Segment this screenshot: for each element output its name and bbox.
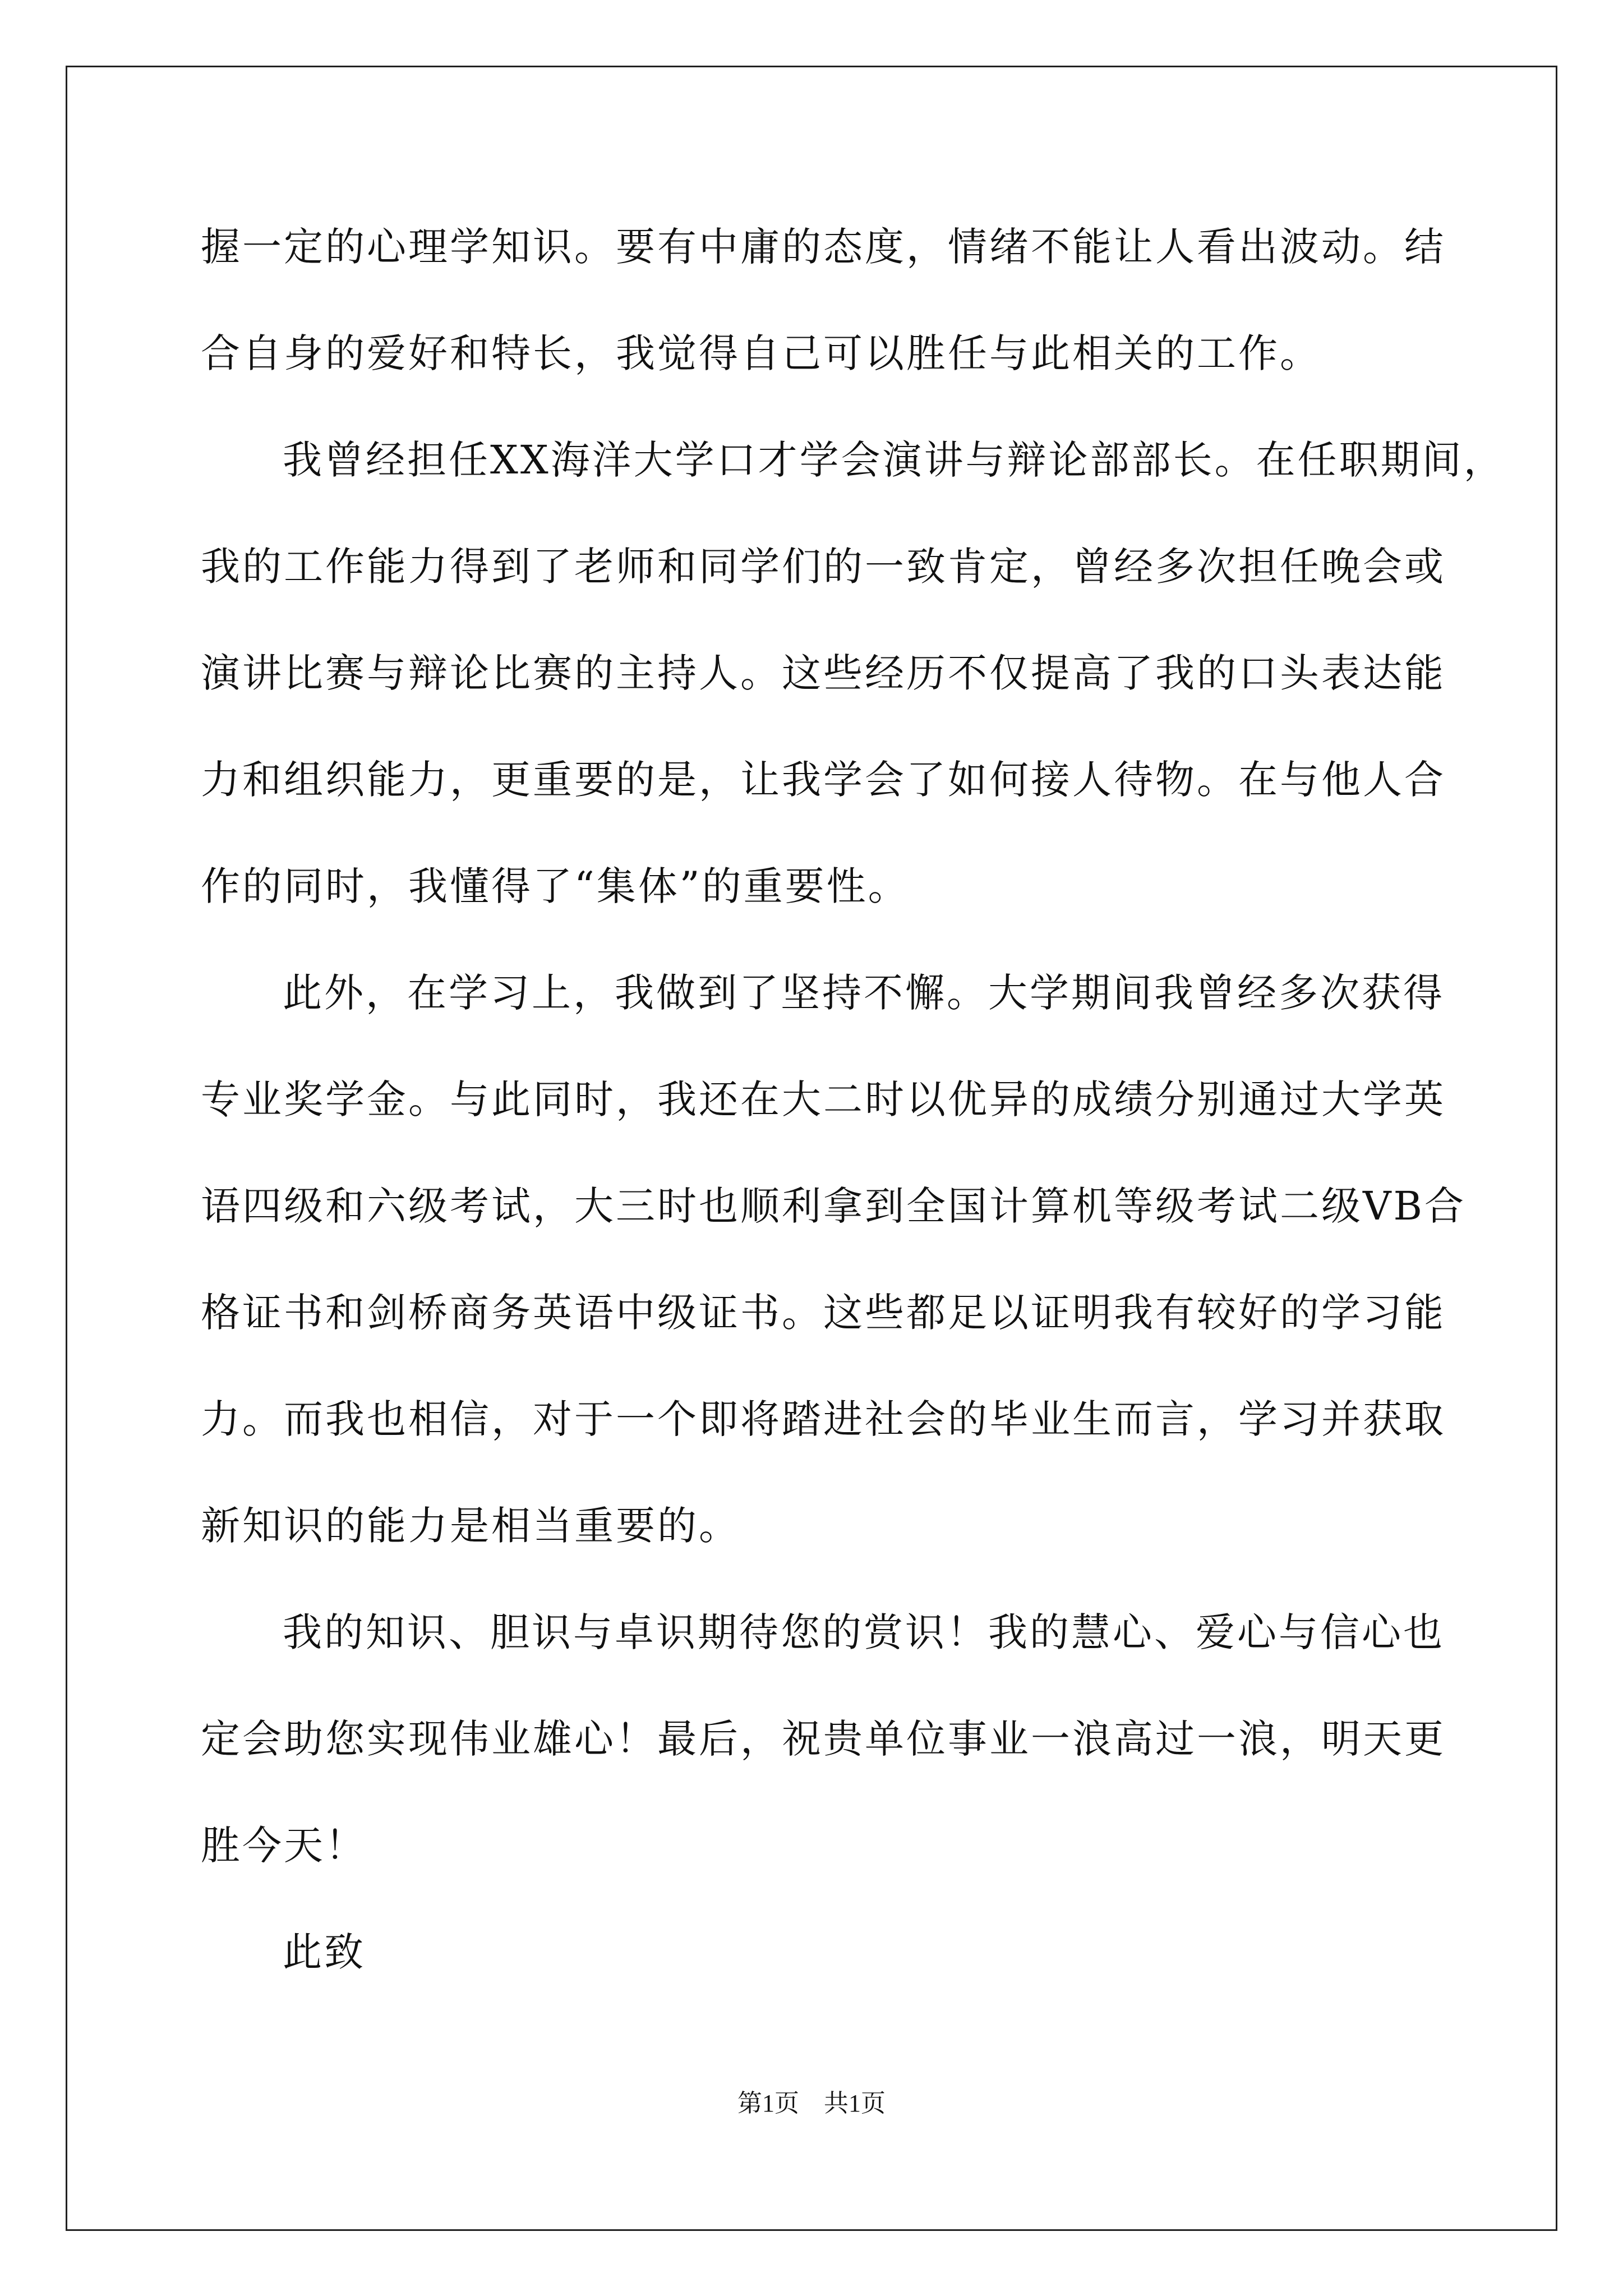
text-line: 新知识的能力是相当重要的。 xyxy=(201,1503,740,1549)
text-line: 定会助您实现伟业雄心！最后，祝贵单位事业一浪高过一浪，明天更 xyxy=(201,1716,1446,1762)
text-line: 我的工作能力得到了老师和同学们的一致肯定，曾经多次担任晚会或 xyxy=(201,544,1446,590)
text-line: 力。而我也相信，对于一个即将踏进社会的毕业生而言，学习并获取 xyxy=(201,1396,1446,1442)
text-line: 力和组织能力，更重要的是，让我学会了如何接人待物。在与他人合 xyxy=(201,757,1446,803)
text-line: 演讲比赛与辩论比赛的主持人。这些经历不仅提高了我的口头表达能 xyxy=(201,650,1446,696)
page-footer: 第1页 共1页 xyxy=(737,2090,886,2117)
text-line: 握一定的心理学知识。要有中庸的态度，情绪不能让人看出波动。结 xyxy=(201,224,1446,270)
text-line: 作的同时，我懂得了“集体”的重要性。 xyxy=(201,863,910,909)
closing-line: 此致 xyxy=(283,1929,366,1975)
paragraph-start-line: 我的知识、胆识与卓识期待您的赏识！我的慧心、爱心与信心也 xyxy=(283,1609,1445,1655)
paragraph-start-line: 我曾经担任XX海洋大学口才学会演讲与辩论部部长。在任职期间， xyxy=(283,437,1505,483)
page-border xyxy=(66,66,1557,2231)
text-line: 合自身的爱好和特长，我觉得自己可以胜任与此相关的工作。 xyxy=(201,330,1321,376)
text-line: 语四级和六级考试，大三时也顺利拿到全国计算机等级考试二级VB合 xyxy=(201,1183,1466,1229)
text-line: 格证书和剑桥商务英语中级证书。这些都足以证明我有较好的学习能 xyxy=(201,1290,1446,1336)
paragraph-start-line: 此外，在学习上，我做到了坚持不懈。大学期间我曾经多次获得 xyxy=(283,970,1445,1016)
text-line: 专业奖学金。与此同时，我还在大二时以优异的成绩分别通过大学英 xyxy=(201,1076,1446,1122)
text-line: 胜今天！ xyxy=(201,1823,367,1869)
